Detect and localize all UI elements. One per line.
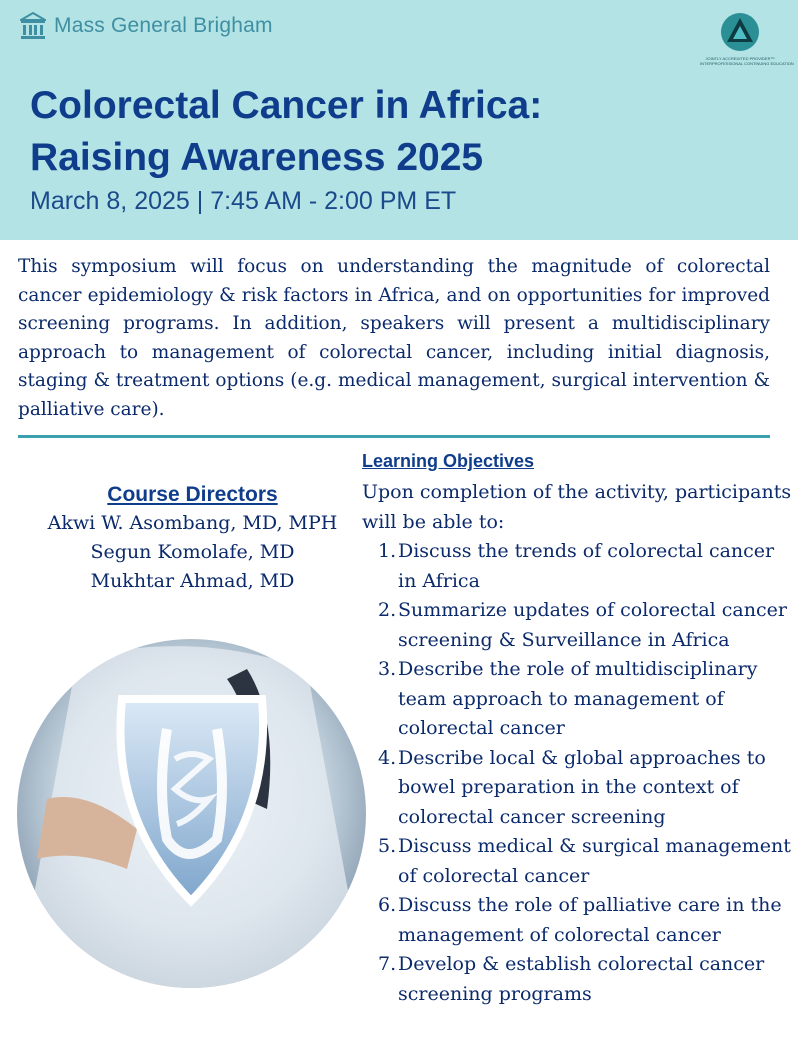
accreditation-text: JOINTLY ACCREDITED PROVIDER™ <box>705 56 775 61</box>
intestine-shield-illustration <box>17 639 366 988</box>
objective-item <box>362 596 792 655</box>
objective-item <box>362 891 792 950</box>
triangle-circle-logo-icon <box>720 12 760 52</box>
objective-item <box>362 655 792 744</box>
objective-text: Discuss medical & surgical management of colorectal cancer <box>398 835 791 887</box>
event-date: March 8, 2025 | 7:45 AM - 2:00 PM ET <box>30 187 457 215</box>
header-banner <box>0 0 798 240</box>
objective-number: 5. <box>378 835 397 857</box>
accreditation-badge <box>700 12 794 66</box>
objective-item <box>362 537 792 596</box>
objective-item <box>362 744 792 833</box>
building-columns-icon <box>20 12 46 40</box>
objective-number: 2. <box>378 599 397 621</box>
objective-text: Summarize updates of colorectal cancer screening & Surveillance in Africa <box>398 599 787 651</box>
intro-paragraph: This symposium will focus on understanding the magnitude of colorectal cancer epidemiology & risk factors in Africa, and on opportunities for improved screening programs. In addition, speakers will present a multidisciplinary approach to management of colorectal cancer, including initial diagnosis, staging & treatment options (e.g. medical management, surgical intervention & palliative care). <box>18 256 770 420</box>
objective-text: Describe the role of multidisciplinary team approach to management of colorectal cancer <box>398 658 758 739</box>
title-line-2: Raising Awareness 2025 <box>30 136 484 179</box>
objective-text: Discuss the role of palliative care in the management of colorectal cancer <box>398 894 782 946</box>
objective-number: 7. <box>378 953 397 975</box>
section-divider <box>18 435 770 438</box>
objective-number: 3. <box>378 658 397 680</box>
objectives-list <box>362 537 792 1009</box>
accreditation-subtext: INTERPROFESSIONAL CONTINUING EDUCATION <box>700 61 794 66</box>
course-directors <box>20 483 365 596</box>
objective-text: Discuss the trends of colorectal cancer in Africa <box>398 540 775 592</box>
org-name: Mass General Brigham <box>54 14 273 37</box>
objective-number: 6. <box>378 894 397 916</box>
objective-item <box>362 950 792 1009</box>
director-name: Segun Komolafe, MD <box>90 541 295 563</box>
objective-number: 1. <box>378 540 397 562</box>
page-title <box>30 80 542 184</box>
objective-number: 4. <box>378 746 397 769</box>
directors-heading: Course Directors <box>107 483 278 506</box>
learning-objectives <box>362 450 792 1009</box>
objective-item <box>362 832 792 891</box>
objectives-heading: Learning Objectives <box>362 451 535 471</box>
director-name: Mukhtar Ahmad, MD <box>90 570 295 592</box>
org-logo[interactable] <box>20 12 273 40</box>
title-line-1: Colorectal Cancer in Africa: <box>30 84 543 127</box>
objectives-intro: Upon completion of the activity, participants will be able to: <box>362 481 792 533</box>
objective-text: Develop & establish colorectal cancer screening programs <box>398 953 765 1005</box>
director-name: Akwi W. Asombang, MD, MPH <box>47 512 338 534</box>
objective-text: Describe local & global approaches to bowel preparation in the context of colorectal cancer screening <box>398 746 766 828</box>
